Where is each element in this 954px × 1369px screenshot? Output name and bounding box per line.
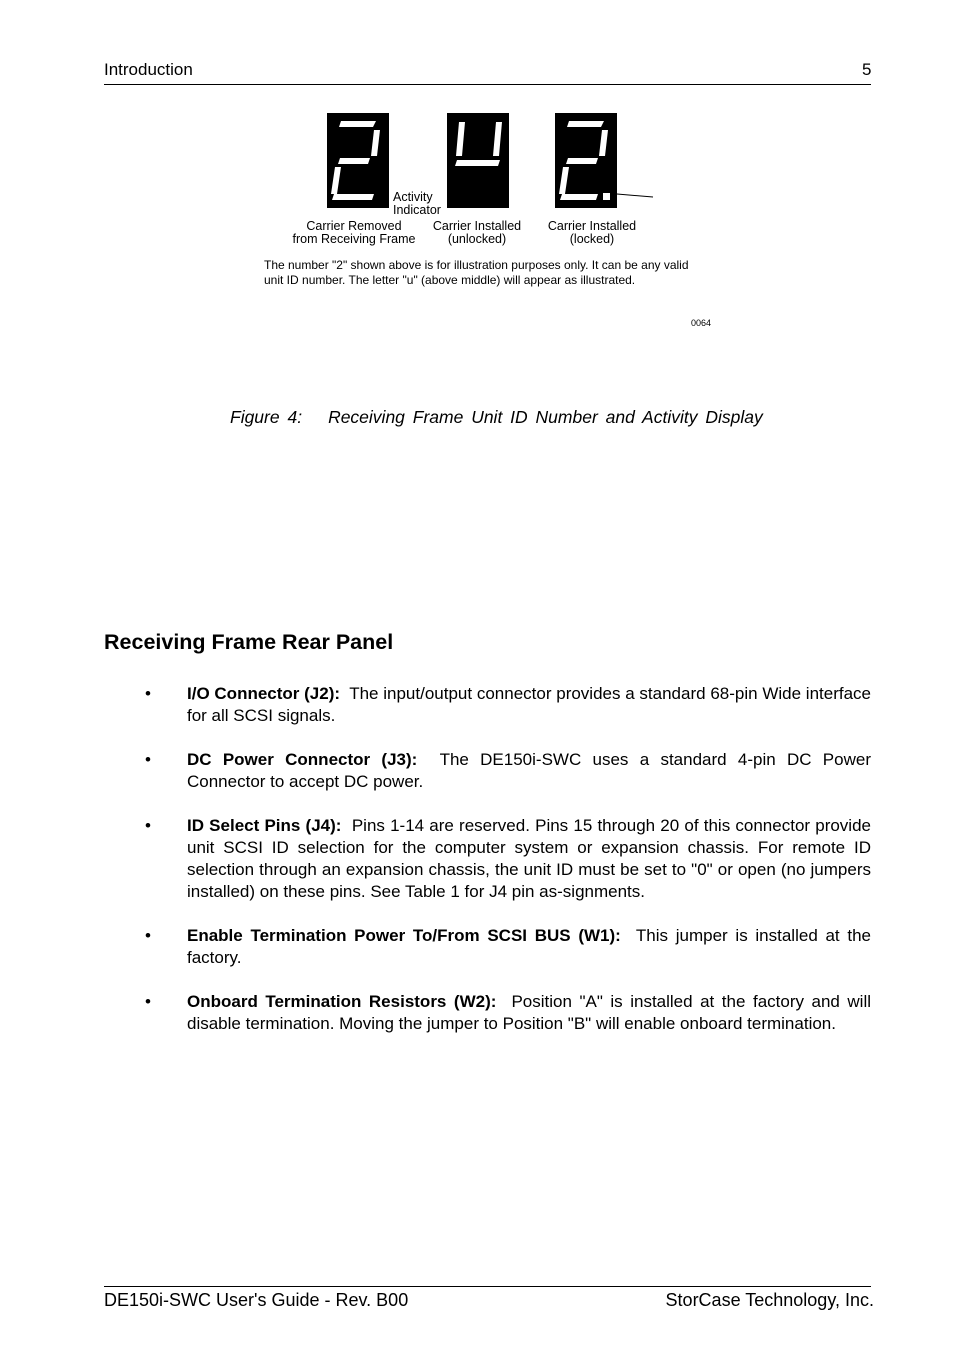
list-item: • Enable Termination Power To/From SCSI BUS (W1): This jumper is installed at the factory. — [145, 926, 871, 967]
digit-label-unlocked: Carrier Installed (unlocked) — [432, 219, 522, 246]
digit-label-removed: Carrier Removed from Receiving Frame — [292, 219, 416, 246]
list-item: • Onboard Termination Resistors (W2): Position "A" is installed at the factory and will disable termination. Moving the jumper to Position "B" will enable onboard termination. — [145, 992, 872, 1033]
digit-label-locked: Carrier Installed (locked) — [547, 219, 637, 246]
activity-callout: Activity Indicator — [393, 190, 441, 217]
footer-left: DE150i-SWC User's Guide - Rev. B00 — [104, 1290, 409, 1310]
footer-right: StorCase Technology, Inc. — [665, 1290, 874, 1310]
section-title: Receiving Frame Rear Panel — [104, 630, 394, 654]
list-item: • DC Power Connector (J3): The DE150i-SWC uses a standard 4-pin DC Power Connector to accept DC power. — [145, 750, 871, 791]
header-rule — [104, 84, 871, 85]
display-digit-2-locked — [555, 113, 617, 208]
activity-indicator-dot — [603, 193, 610, 200]
running-header-title: Introduction — [104, 60, 193, 79]
footer-rule — [104, 1286, 871, 1287]
activity-callout-line — [617, 194, 653, 197]
page-number: 5 — [862, 60, 872, 79]
list-item: • ID Select Pins (J4): Pins 1-14 are reserved. Pins 15 through 20 of this connector provide unit SCSI ID selection for the computer system or expansion chassis. For remote ID selection through an expansion chassis, the unit ID must be set to "0" or open (no jumpers installed) on these pins. See Table 1 for J4 pin as-signments. — [145, 816, 871, 901]
figure-note: The number "2" shown above is for illustration purposes only. It can be any valid unit ID number. The letter "u" (above middle) will appear as illustrated. — [264, 258, 689, 287]
list-item: • I/O Connector (J2): The input/output connector provides a standard 68-pin Wide interface for all SCSI signals. — [145, 684, 871, 725]
bullet-list — [145, 683, 871, 1057]
figure-caption: Figure 4: Receiving Frame Unit ID Number and Activity Display — [230, 407, 763, 427]
display-digit-2-removed — [327, 113, 389, 208]
seven-segment-figure — [260, 108, 730, 218]
figure-code: 0064 — [691, 318, 712, 328]
